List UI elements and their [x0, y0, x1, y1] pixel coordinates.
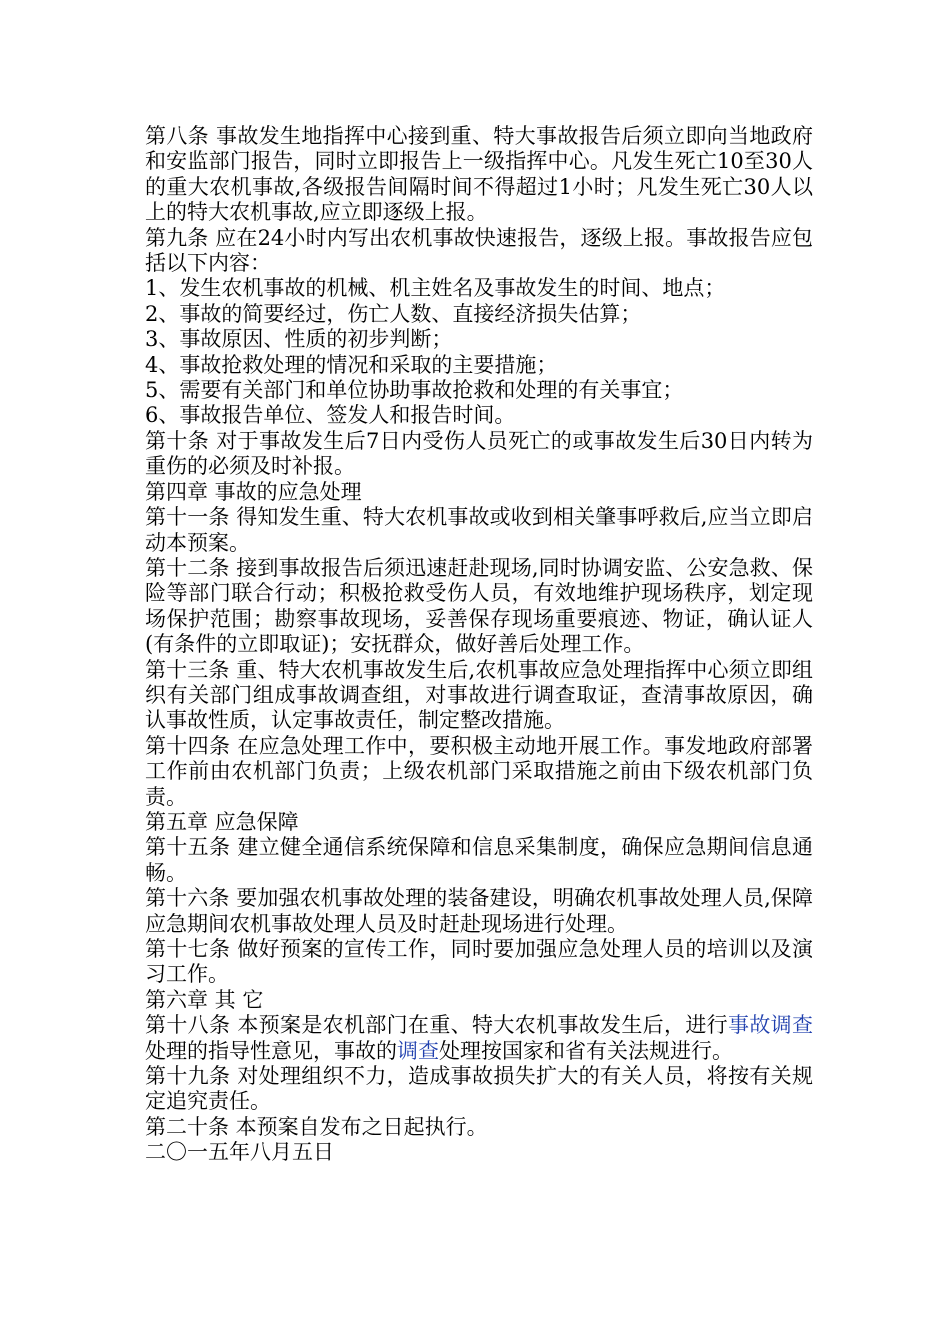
link-accident-investigation[interactable]: 事故调查 [728, 1013, 813, 1038]
article-18-text-2: 处理的指导性意见，事故的 [145, 1038, 397, 1063]
list-item-3: 3、事故原因、性质的初步判断； [145, 327, 453, 352]
paragraph-article-15: 第十五条 建立健全通信系统保障和信息采集制度，确保应急期间信息通畅。 [145, 835, 813, 885]
article-18-text-3: 处理按国家和省有关法规进行。 [439, 1038, 733, 1063]
paragraph-article-18 [145, 1013, 813, 1064]
list-item-5: 5、需要有关部门和单位协助事故抢救和处理的有关事宜； [145, 378, 684, 403]
chapter-heading-5: 第五章 应急保障 [145, 809, 299, 834]
chapter-heading-4: 第四章 事故的应急处理 [145, 479, 362, 504]
list-item-2: 2、事故的简要经过，伤亡人数、直接经济损失估算； [145, 301, 642, 326]
paragraph-article-10: 第十条 对于事故发生后7日内受伤人员死亡的或事故发生后30日内转为重伤的必须及时补报。 [145, 428, 813, 479]
paragraph-article-17: 第十七条 做好预案的宣传工作，同时要加强应急处理人员的培训以及演习工作。 [145, 937, 813, 987]
paragraph-article-19: 第十九条 对处理组织不力，造成事故损失扩大的有关人员，将按有关规定追究责任。 [145, 1064, 813, 1114]
list-item-6: 6、事故报告单位、签发人和报告时间。 [145, 403, 516, 428]
paragraph-article-16: 第十六条 要加强农机事故处理的装备建设，明确农机事故处理人员,保障应急期间农机事故处理人员及时赶赴现场进行处理。 [145, 886, 813, 936]
link-investigation[interactable]: 调查 [397, 1038, 439, 1063]
paragraph-article-14: 第十四条 在应急处理工作中，要积极主动地开展工作。事发地政府部署工作前由农机部门负责；上级农机部门采取措施之前由下级农机部门负责。 [145, 733, 813, 809]
chapter-heading-6: 第六章 其 它 [145, 987, 264, 1012]
document-body [145, 124, 813, 1166]
paragraph-article-8: 第八条 事故发生地指挥中心接到重、特大事故报告后须立即向当地政府和安监部门报告，同时立即报告上一级指挥中心。凡发生死亡10至30人的重大农机事故,各级报告间隔时间不得超过1小时；凡发生死亡30人以上的特大农机事故,应立即逐级上报。 [145, 124, 813, 225]
paragraph-article-20: 第二十条 本预案自发布之日起执行。 [145, 1114, 488, 1139]
article-18-text-1: 第十八条 本预案是农机部门在重、特大农机事故发生后，进行 [145, 1013, 728, 1038]
paragraph-article-12: 第十二条 接到事故报告后须迅速赶赴现场,同时协调安监、公安急救、保险等部门联合行动；积极抢救受伤人员，有效地维护现场秩序，划定现场保护范围；勘察事故现场，妥善保存现场重要痕迹、物证，确认证人(有条件的立即取证)；安抚群众，做好善后处理工作。 [145, 555, 813, 657]
document-date: 二〇一五年八月五日 [145, 1140, 334, 1165]
paragraph-article-13: 第十三条 重、特大农机事故发生后,农机事故应急处理指挥中心须立即组织有关部门组成事故调查组，对事故进行调查取证，查清事故原因，确认事故性质，认定事故责任，制定整改措施。 [145, 657, 813, 733]
paragraph-article-11: 第十一条 得知发生重、特大农机事故或收到相关肇事呼救后,应当立即启动本预案。 [145, 505, 813, 555]
list-item-1: 1、发生农机事故的机械、机主姓名及事故发生的时间、地点； [145, 276, 726, 301]
list-item-4: 4、事故抢救处理的情况和采取的主要措施； [145, 352, 558, 377]
paragraph-article-9: 第九条 应在24小时内写出农机事故快速报告，逐级上报。事故报告应包括以下内容： [145, 225, 813, 276]
